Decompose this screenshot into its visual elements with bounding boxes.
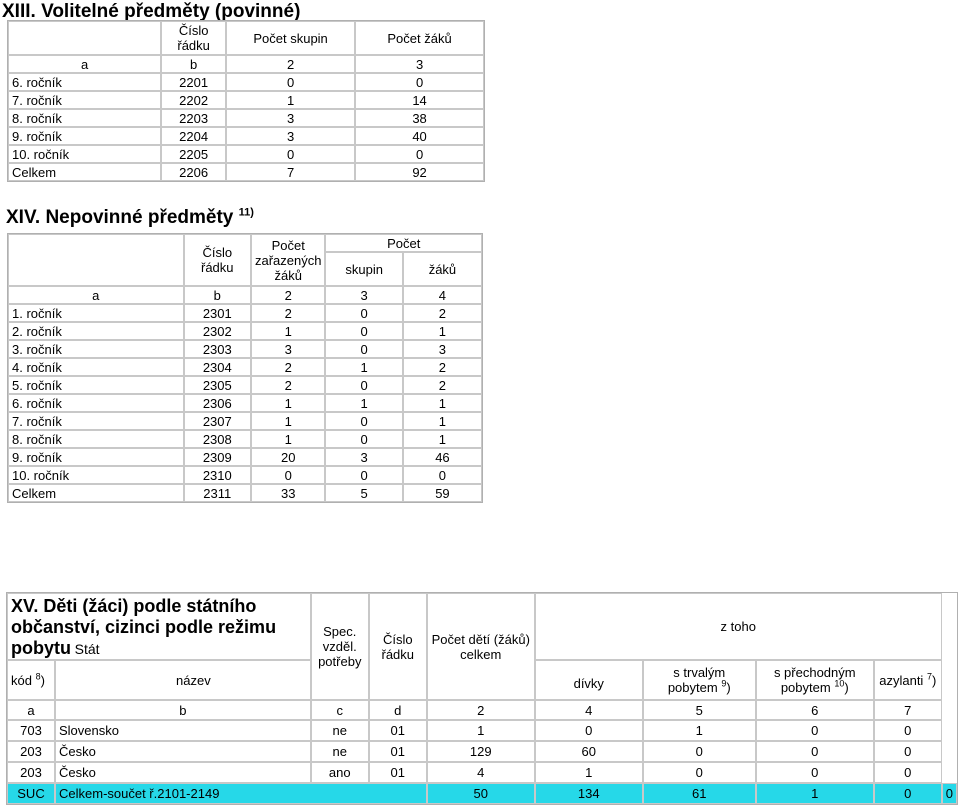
- table-14-cell: 3: [251, 340, 325, 358]
- table-15-header-trvalym-sup: 9: [721, 678, 727, 689]
- table-15-total-label: Celkem-součet ř.2101-2149: [55, 783, 427, 804]
- table-15-header-spec: Spec. vzděl. potřeby: [311, 593, 369, 700]
- table-14-cell: 2303: [184, 340, 251, 358]
- table-14-header-row-1: [8, 234, 482, 252]
- table-14-cell: 59: [403, 484, 482, 502]
- table-15-column-code: 5: [643, 700, 756, 720]
- table-15-header-trvalym: s trvalým pobytem $^9$): [643, 660, 756, 700]
- table-14-cell: 3: [403, 340, 482, 358]
- table-14-row: [8, 322, 482, 340]
- table-13-row-label: 7. ročník: [8, 91, 161, 109]
- table-14-cell: 0: [325, 322, 402, 340]
- table-15-total-cell: 1: [756, 783, 874, 804]
- table-14-row: [8, 340, 482, 358]
- table-14-column-code: b: [184, 286, 251, 304]
- table-15-header-divky: dívky: [535, 660, 643, 700]
- table-14-header-zarazenych: Počet zařazených žáků: [251, 234, 325, 286]
- table-14-row: [8, 412, 482, 430]
- table-14-cell: 0: [325, 430, 402, 448]
- table-13-row-label: 8. ročník: [8, 109, 161, 127]
- table-13-row: [8, 91, 484, 109]
- table-14-cell: 5: [325, 484, 402, 502]
- table-15-header-kod-text: kód: [11, 672, 32, 688]
- table-14-cell: 46: [403, 448, 482, 466]
- table-14-cell: 2: [251, 376, 325, 394]
- table-13-column-code: b: [161, 55, 226, 73]
- table-15-header-pocet: Počet dětí (žáků) celkem: [427, 593, 535, 700]
- table-14-cell: 2308: [184, 430, 251, 448]
- table-13-cell: 0: [355, 73, 484, 91]
- table-13-header-cislo: Číslo řádku: [161, 21, 226, 55]
- table-15-header-kod: kód $^8$): [7, 660, 55, 700]
- table-14-header-zaku: žáků: [403, 252, 482, 286]
- table-13-cell: 40: [355, 127, 484, 145]
- table-14-cell: 2: [403, 376, 482, 394]
- table-14-row-label: 3. ročník: [8, 340, 184, 358]
- table-15-cell: 0: [643, 741, 756, 762]
- table-15-column-code: d: [369, 700, 427, 720]
- table-14-row-label: 9. ročník: [8, 448, 184, 466]
- table-14-column-code: 2: [251, 286, 325, 304]
- table-13-cell: 14: [355, 91, 484, 109]
- table-14-cell: 0: [325, 376, 402, 394]
- table-13-cell: 0: [226, 145, 355, 163]
- table-15-cell: 0: [756, 762, 874, 783]
- table-15-title: XV. Děti (žáci) podle státního občanství, cizinci podle režimu pobytu: [11, 596, 277, 658]
- table-14-cell: 0: [325, 304, 402, 322]
- table-15-header-prechodnym-sup: 10: [834, 678, 845, 689]
- table-15-cell: 01: [369, 762, 427, 783]
- table-14-cell: 2311: [184, 484, 251, 502]
- table-15-title-cell: [7, 593, 311, 660]
- table-14-cell: 2: [251, 304, 325, 322]
- table-14-row: [8, 394, 482, 412]
- table-15-cell: ano: [311, 762, 369, 783]
- table-14-cell: 1: [251, 394, 325, 412]
- table-14-cell: 3: [325, 448, 402, 466]
- table-14-cell: 1: [403, 412, 482, 430]
- table-15-header-azylanti: azylanti $^7$): [874, 660, 942, 700]
- table-14-cell: 1: [403, 394, 482, 412]
- table-14-row: [8, 376, 482, 394]
- table-14-header-pocet: Počet: [325, 234, 482, 252]
- table-14-cell: 1: [403, 430, 482, 448]
- table-15-cell: ne: [311, 720, 369, 741]
- table-15-header-trvalym-text: s trvalým pobytem: [667, 665, 726, 695]
- table-14-column-code: a: [8, 286, 184, 304]
- table-14-cell: 20: [251, 448, 325, 466]
- table-14-row-label: 4. ročník: [8, 358, 184, 376]
- table-15-column-code: b: [55, 700, 311, 720]
- table-14-row-label: 8. ročník: [8, 430, 184, 448]
- table-14-row: [8, 358, 482, 376]
- table-14-cell: 2310: [184, 466, 251, 484]
- table-14-cell: 2304: [184, 358, 251, 376]
- table-13-row: [8, 73, 484, 91]
- table-14-row-label: 6. ročník: [8, 394, 184, 412]
- table-15-cell: 1: [535, 762, 643, 783]
- table-15-cell: 4: [427, 762, 535, 783]
- table-13-cell: 1: [226, 91, 355, 109]
- table-13-cell: 7: [226, 163, 355, 181]
- table-13-cell: 2202: [161, 91, 226, 109]
- table-13-cell: 2204: [161, 127, 226, 145]
- section-13-title: XIII. Volitelné předměty (povinné): [2, 1, 301, 22]
- table-15-country-name: Česko: [55, 741, 311, 762]
- table-15-country-name: Slovensko: [55, 720, 311, 741]
- table-15-cell: 0: [874, 720, 942, 741]
- table-14-cell: 0: [325, 340, 402, 358]
- table-14-header-cislo: Číslo řádku: [184, 234, 251, 286]
- table-15-column-code: 4: [535, 700, 643, 720]
- table-15-header-ztoho: z toho: [535, 593, 942, 660]
- table-13-row: [8, 109, 484, 127]
- table-15-column-code-row: [7, 700, 957, 720]
- table-14-cell: 0: [325, 466, 402, 484]
- table-13-cell: 2203: [161, 109, 226, 127]
- table-15-header-row-1: [7, 593, 957, 660]
- table-14-cell: 1: [251, 322, 325, 340]
- table-14-cell: 0: [403, 466, 482, 484]
- table-15-cell: 0: [643, 762, 756, 783]
- section-14-title: [6, 207, 254, 229]
- table-14-column-code: 4: [403, 286, 482, 304]
- table-14-row-label: 10. ročník: [8, 466, 184, 484]
- table-15-column-code: 6: [756, 700, 874, 720]
- table-14-column-code-row: [8, 286, 482, 304]
- table-13-column-code: 2: [226, 55, 355, 73]
- table-15-cell: 0: [756, 741, 874, 762]
- table-15-header-azylanti-sup: 7: [926, 671, 932, 682]
- table-14-cell: 1: [251, 412, 325, 430]
- table-13-cell: 3: [226, 127, 355, 145]
- table-14-header-empty: [8, 234, 184, 286]
- section-14-title-footnote: 11): [238, 206, 254, 219]
- table-15-total-cell: 134: [535, 783, 643, 804]
- table-15-cell: 0: [874, 741, 942, 762]
- table-15-header-azylanti-text: azylanti: [879, 672, 924, 688]
- table-15-cell: ne: [311, 741, 369, 762]
- section-14-title-text: XIV. Nepovinné předměty: [6, 207, 234, 228]
- table-15-total-cell: 50: [427, 783, 535, 804]
- table-14-cell: 2306: [184, 394, 251, 412]
- table-14-row-label: 2. ročník: [8, 322, 184, 340]
- table-15-cell: 203: [7, 741, 55, 762]
- table-13-cell: 92: [355, 163, 484, 181]
- table-15-cell: 1: [643, 720, 756, 741]
- table-15-total-row: [7, 783, 957, 804]
- table-13-column-code-row: [8, 55, 484, 73]
- table-13-cell: 2205: [161, 145, 226, 163]
- table-14-row: [8, 466, 482, 484]
- table-15: [6, 592, 958, 805]
- table-14-cell: 1: [403, 322, 482, 340]
- table-14-cell: 0: [251, 466, 325, 484]
- table-14-cell: 1: [325, 358, 402, 376]
- table-15-column-code: 7: [874, 700, 942, 720]
- table-13-column-code: 3: [355, 55, 484, 73]
- table-14-cell: 33: [251, 484, 325, 502]
- table-13-column-code: a: [8, 55, 161, 73]
- table-14-cell: 0: [325, 412, 402, 430]
- table-15-header-prechodnym: s přechodným pobytem $^{10}$): [756, 660, 874, 700]
- table-15-column-code: 2: [427, 700, 535, 720]
- table-13-cell: 2206: [161, 163, 226, 181]
- table-13-row-label: Celkem: [8, 163, 161, 181]
- table-13-row-label: 6. ročník: [8, 73, 161, 91]
- table-13-header-zaku: Počet žáků: [355, 21, 484, 55]
- table-14-row-label: 7. ročník: [8, 412, 184, 430]
- table-14-cell: 1: [325, 394, 402, 412]
- table-14-column-code: 3: [325, 286, 402, 304]
- table-15-total-cell: 0: [874, 783, 942, 804]
- table-14-cell: 2302: [184, 322, 251, 340]
- table-14-row-label: Celkem: [8, 484, 184, 502]
- table-15-header-nazev: název: [55, 660, 311, 700]
- table-14-row-label: 1. ročník: [8, 304, 184, 322]
- table-14-row: [8, 430, 482, 448]
- table-15-total-cell: 0: [942, 783, 957, 804]
- table-13-row: [8, 145, 484, 163]
- table-14-cell: 2: [403, 358, 482, 376]
- table-14-cell: 2305: [184, 376, 251, 394]
- table-14-row-label: 5. ročník: [8, 376, 184, 394]
- table-14-cell: 2307: [184, 412, 251, 430]
- table-15-cell: 0: [756, 720, 874, 741]
- table-15-cell: 01: [369, 720, 427, 741]
- table-15-country-name: Česko: [55, 762, 311, 783]
- table-15-row: [7, 762, 957, 783]
- table-15-total-cell: 61: [643, 783, 756, 804]
- table-15-cell: 703: [7, 720, 55, 741]
- table-14-cell: 1: [251, 430, 325, 448]
- table-14-cell: 2: [251, 358, 325, 376]
- table-15-header-cislo: Číslo řádku: [369, 593, 427, 700]
- table-13-row: [8, 127, 484, 145]
- table-14-header-skupin: skupin: [325, 252, 402, 286]
- table-13-cell: 0: [226, 73, 355, 91]
- table-14-cell: 2: [403, 304, 482, 322]
- table-15-title-stat: Stát: [74, 641, 100, 657]
- table-15-column-code: a: [7, 700, 55, 720]
- table-15-header-prechodnym-text: s přechodným pobytem: [773, 665, 856, 695]
- table-13-cell: 38: [355, 109, 484, 127]
- table-13-cell: 3: [226, 109, 355, 127]
- table-14-cell: 2309: [184, 448, 251, 466]
- table-14-row: [8, 448, 482, 466]
- table-14-row: [8, 304, 482, 322]
- table-15-cell: 0: [535, 720, 643, 741]
- table-15-row: [7, 741, 957, 762]
- table-15-total-code: SUC: [7, 783, 55, 804]
- table-14: [7, 233, 483, 503]
- table-15-cell: 0: [874, 762, 942, 783]
- table-15-cell: 203: [7, 762, 55, 783]
- table-15-cell: 1: [427, 720, 535, 741]
- table-13-cell: 0: [355, 145, 484, 163]
- table-15-cell: 01: [369, 741, 427, 762]
- table-15-header-kod-sup: 8: [35, 671, 41, 682]
- table-15-column-code: c: [311, 700, 369, 720]
- table-15-row: [7, 720, 957, 741]
- table-14-cell: 2301: [184, 304, 251, 322]
- table-13-row-label: 10. ročník: [8, 145, 161, 163]
- table-15-cell: 60: [535, 741, 643, 762]
- table-13-header-empty: [8, 21, 161, 55]
- table-13-row-label: 9. ročník: [8, 127, 161, 145]
- table-15-cell: 129: [427, 741, 535, 762]
- table-13: [7, 20, 485, 182]
- table-13-row: [8, 163, 484, 181]
- table-13-header-skupin: Počet skupin: [226, 21, 355, 55]
- table-13-cell: 2201: [161, 73, 226, 91]
- table-14-row: [8, 484, 482, 502]
- table-13-header-row: [8, 21, 484, 55]
